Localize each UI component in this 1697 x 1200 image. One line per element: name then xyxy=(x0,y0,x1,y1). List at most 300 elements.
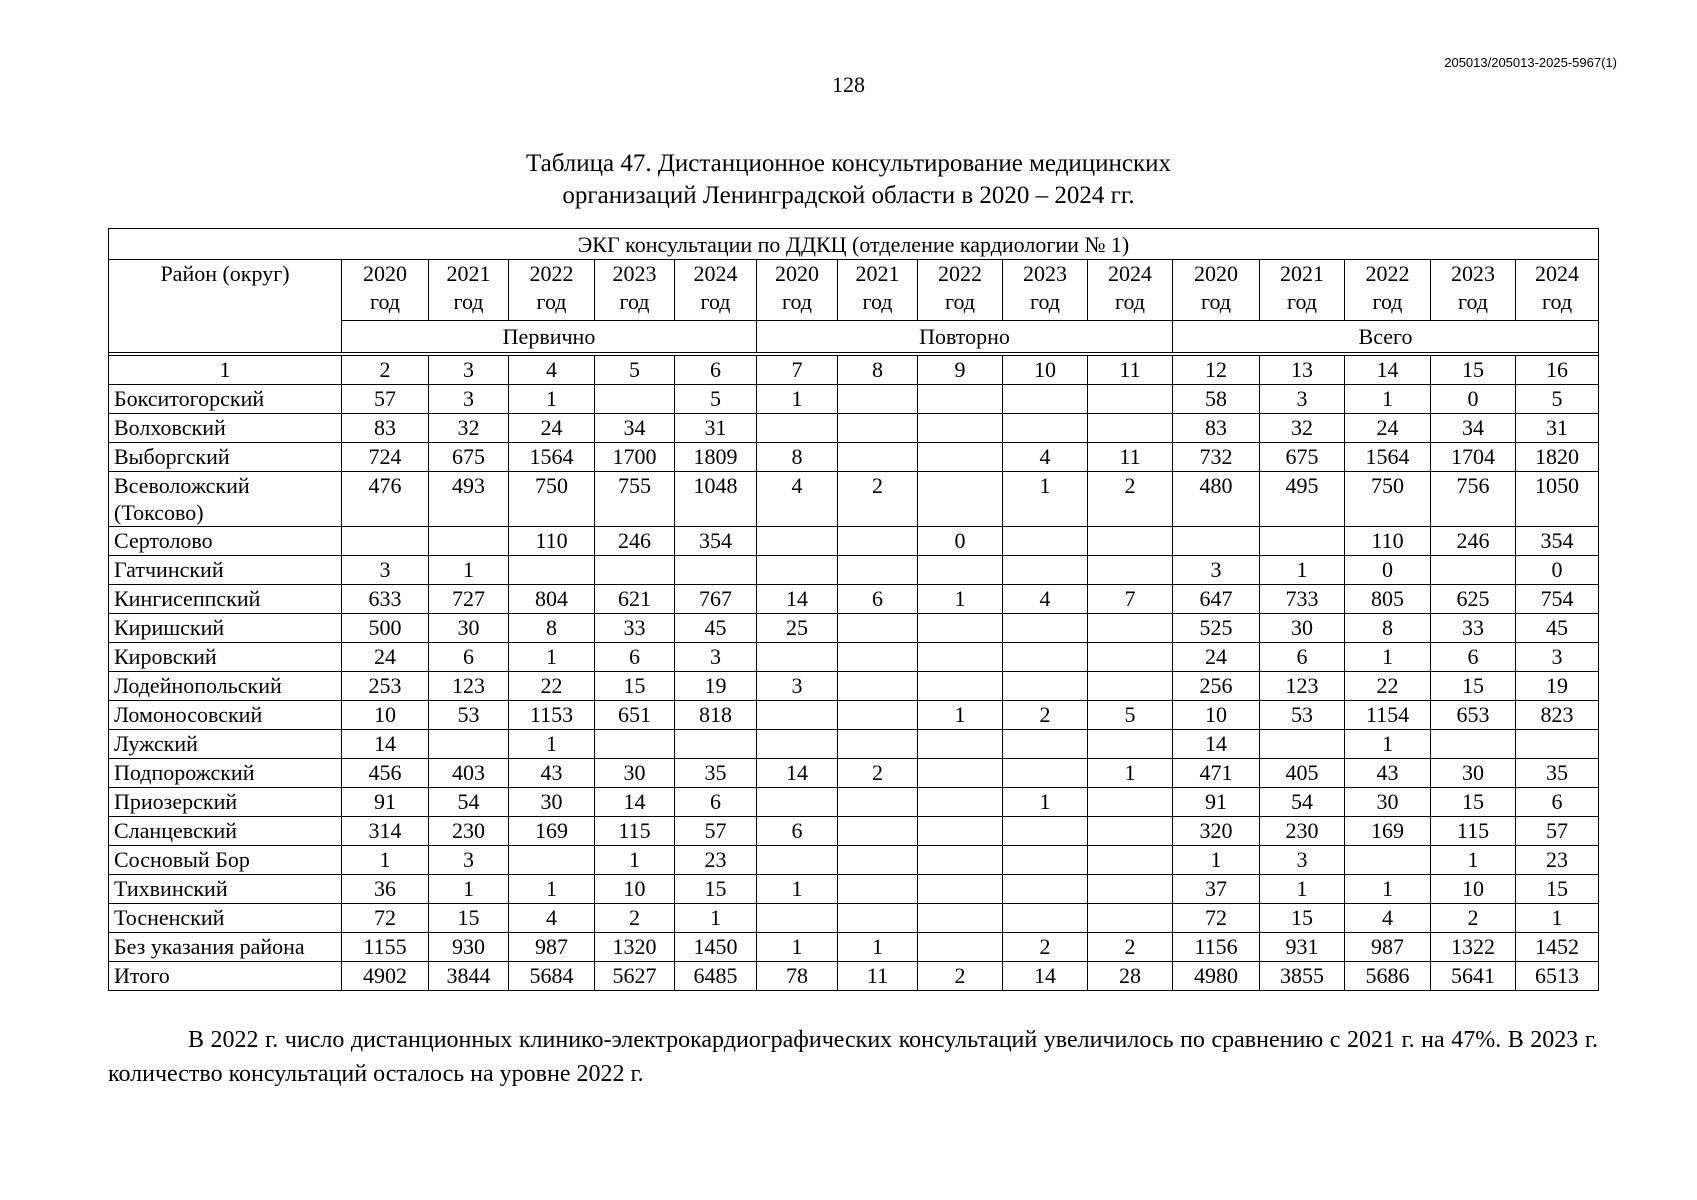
table-cell: 1 xyxy=(1003,788,1088,817)
table-cell xyxy=(838,846,918,875)
table-cell: 83 xyxy=(342,414,429,443)
table-title xyxy=(0,148,1697,212)
table-cell: 4 xyxy=(1003,585,1088,614)
table-row xyxy=(109,672,1599,701)
table-row xyxy=(109,846,1599,875)
year-header: 2023 год xyxy=(595,260,675,321)
table-cell: 1 xyxy=(1088,759,1173,788)
table-cell: 314 xyxy=(342,817,429,846)
table-cell: 1 xyxy=(1345,643,1431,672)
column-number: 10 xyxy=(1003,356,1088,385)
table-cell: 1 xyxy=(509,875,595,904)
table-cell xyxy=(838,701,918,730)
table-cell: 1 xyxy=(1345,730,1431,759)
table-cell: 2 xyxy=(1088,933,1173,962)
table-cell: 675 xyxy=(1260,443,1345,472)
table-cell: 53 xyxy=(1260,701,1345,730)
table-cell: 724 xyxy=(342,443,429,472)
table-cell xyxy=(918,788,1003,817)
table-cell: 253 xyxy=(342,672,429,701)
table-cell xyxy=(1088,414,1173,443)
table-cell: 10 xyxy=(1431,875,1516,904)
district-name: Ломоносовский xyxy=(109,701,342,730)
table-cell: 480 xyxy=(1173,472,1260,527)
table-cell: 10 xyxy=(342,701,429,730)
table-cell: 727 xyxy=(429,585,509,614)
table-cell: 804 xyxy=(509,585,595,614)
table-title-line-1: Таблица 47. Дистанционное консультирование медицинских xyxy=(525,150,1172,177)
table-cell: 3 xyxy=(675,643,757,672)
table-cell: 34 xyxy=(1431,414,1516,443)
table-cell: 6 xyxy=(1260,643,1345,672)
table-cell: 246 xyxy=(1431,527,1516,556)
table-cell: 1704 xyxy=(1431,443,1516,472)
table-cell: 1048 xyxy=(675,472,757,527)
column-number: 14 xyxy=(1345,356,1431,385)
table-cell: 1 xyxy=(1345,385,1431,414)
table-cell: 14 xyxy=(757,759,838,788)
table-cell: 14 xyxy=(757,585,838,614)
table-cell: 2 xyxy=(918,962,1003,991)
table-cell xyxy=(918,672,1003,701)
table-cell: 33 xyxy=(595,614,675,643)
year-header: 2024 год xyxy=(675,260,757,321)
table-cell xyxy=(1003,643,1088,672)
table-cell xyxy=(595,730,675,759)
table-cell: 6 xyxy=(838,585,918,614)
year-header: 2020 год xyxy=(342,260,429,321)
group-header-repeat: Повторно xyxy=(757,321,1173,353)
table-cell: 5 xyxy=(675,385,757,414)
table-cell xyxy=(1260,730,1345,759)
district-name: Подпорожский xyxy=(109,759,342,788)
table-cell: 471 xyxy=(1173,759,1260,788)
table-cell: 14 xyxy=(342,730,429,759)
table-cell: 2 xyxy=(838,759,918,788)
table-cell: 35 xyxy=(1516,759,1599,788)
table-cell xyxy=(918,556,1003,585)
table-cell: 6 xyxy=(757,817,838,846)
column-number: 6 xyxy=(675,356,757,385)
table-cell xyxy=(1003,846,1088,875)
table-cell: 32 xyxy=(429,414,509,443)
table-cell: 1809 xyxy=(675,443,757,472)
district-name: Киришский xyxy=(109,614,342,643)
table-cell: 767 xyxy=(675,585,757,614)
table-cell xyxy=(1088,614,1173,643)
table-row xyxy=(109,443,1599,472)
table-cell xyxy=(918,414,1003,443)
table-cell: 5686 xyxy=(1345,962,1431,991)
table-cell: 987 xyxy=(509,933,595,962)
table-cell: 10 xyxy=(1173,701,1260,730)
table-row xyxy=(109,730,1599,759)
table-cell: 647 xyxy=(1173,585,1260,614)
table-cell: 8 xyxy=(757,443,838,472)
table-cell xyxy=(838,443,918,472)
table-cell: 24 xyxy=(1173,643,1260,672)
table-cell: 476 xyxy=(342,472,429,527)
table-cell: 91 xyxy=(1173,788,1260,817)
table-cell: 15 xyxy=(1431,672,1516,701)
table-cell xyxy=(595,556,675,585)
column-number: 12 xyxy=(1173,356,1260,385)
table-cell xyxy=(757,730,838,759)
district-name: Сертолово xyxy=(109,527,342,556)
table-row xyxy=(109,817,1599,846)
table-cell: 1452 xyxy=(1516,933,1599,962)
table-cell xyxy=(838,643,918,672)
table-cell: 0 xyxy=(1345,556,1431,585)
table-cell xyxy=(1003,904,1088,933)
table-cell: 23 xyxy=(675,846,757,875)
column-number: 15 xyxy=(1431,356,1516,385)
table-cell: 110 xyxy=(1345,527,1431,556)
table-cell: 0 xyxy=(1516,556,1599,585)
table-cell: 405 xyxy=(1260,759,1345,788)
table-row xyxy=(109,472,1599,527)
table-cell xyxy=(838,614,918,643)
table-cell: 3 xyxy=(1516,643,1599,672)
table-cell: 6 xyxy=(595,643,675,672)
table-cell: 3 xyxy=(342,556,429,585)
table-row xyxy=(109,643,1599,672)
table-cell: 30 xyxy=(429,614,509,643)
table-cell: 6 xyxy=(675,788,757,817)
table-cell xyxy=(1003,672,1088,701)
table-cell: 2 xyxy=(1088,472,1173,527)
table-cell xyxy=(918,614,1003,643)
table-row xyxy=(109,759,1599,788)
table-cell: 755 xyxy=(595,472,675,527)
table-cell: 33 xyxy=(1431,614,1516,643)
table-cell xyxy=(1088,817,1173,846)
table-cell: 169 xyxy=(509,817,595,846)
table-cell: 500 xyxy=(342,614,429,643)
table-cell: 5 xyxy=(1088,701,1173,730)
table-cell: 24 xyxy=(1345,414,1431,443)
table-cell: 30 xyxy=(509,788,595,817)
table-cell: 1153 xyxy=(509,701,595,730)
table-cell xyxy=(918,933,1003,962)
column-number: 3 xyxy=(429,356,509,385)
district-name: Выборгский xyxy=(109,443,342,472)
table-cell: 2 xyxy=(838,472,918,527)
table-cell: 6 xyxy=(429,643,509,672)
table-cell: 4902 xyxy=(342,962,429,991)
table-cell: 14 xyxy=(1173,730,1260,759)
table-cell xyxy=(757,904,838,933)
table-cell: 1 xyxy=(757,385,838,414)
table-cell: 3 xyxy=(1260,385,1345,414)
table-cell: 1 xyxy=(429,875,509,904)
table-cell xyxy=(838,385,918,414)
table-cell: 1 xyxy=(1260,875,1345,904)
column-number: 4 xyxy=(509,356,595,385)
table-cell xyxy=(918,904,1003,933)
table-cell: 230 xyxy=(1260,817,1345,846)
table-cell: 34 xyxy=(595,414,675,443)
table-cell xyxy=(918,643,1003,672)
table-cell: 30 xyxy=(1431,759,1516,788)
table-cell: 1 xyxy=(342,846,429,875)
table-cell: 931 xyxy=(1260,933,1345,962)
table-cell: 1 xyxy=(838,933,918,962)
table-cell: 30 xyxy=(595,759,675,788)
table-cell: 53 xyxy=(429,701,509,730)
table-cell: 19 xyxy=(1516,672,1599,701)
table-cell xyxy=(918,443,1003,472)
table-cell: 123 xyxy=(1260,672,1345,701)
table-cell: 1 xyxy=(918,585,1003,614)
year-header: 2022 год xyxy=(1345,260,1431,321)
table-cell xyxy=(1003,556,1088,585)
year-header: 2023 год xyxy=(1003,260,1088,321)
table-cell: 1 xyxy=(757,875,838,904)
table-cell: 15 xyxy=(1260,904,1345,933)
table-cell: 4 xyxy=(1345,904,1431,933)
table-cell: 5627 xyxy=(595,962,675,991)
table-cell: 2 xyxy=(1431,904,1516,933)
table-cell: 110 xyxy=(509,527,595,556)
table-cell xyxy=(1088,385,1173,414)
table-cell: 1 xyxy=(1345,875,1431,904)
group-header-total: Всего xyxy=(1173,321,1599,353)
table-cell: 0 xyxy=(1431,385,1516,414)
table-cell xyxy=(918,817,1003,846)
district-name: Приозерский xyxy=(109,788,342,817)
table-cell: 2 xyxy=(595,904,675,933)
table-row xyxy=(109,788,1599,817)
table-cell xyxy=(838,904,918,933)
table-cell: 6 xyxy=(1516,788,1599,817)
table-cell xyxy=(757,527,838,556)
district-name: Тихвинский xyxy=(109,875,342,904)
table-cell: 3 xyxy=(1260,846,1345,875)
table-cell: 57 xyxy=(675,817,757,846)
table-cell xyxy=(429,730,509,759)
table-cell: 43 xyxy=(509,759,595,788)
table-cell: 823 xyxy=(1516,701,1599,730)
table-cell xyxy=(757,643,838,672)
table-cell: 1155 xyxy=(342,933,429,962)
table-cell: 11 xyxy=(1088,443,1173,472)
year-header: 2020 год xyxy=(757,260,838,321)
table-row xyxy=(109,585,1599,614)
table-cell xyxy=(838,730,918,759)
table-cell: 72 xyxy=(342,904,429,933)
table-cell: 320 xyxy=(1173,817,1260,846)
table-cell: 675 xyxy=(429,443,509,472)
table-cell: 1 xyxy=(429,556,509,585)
table-cell: 1 xyxy=(595,846,675,875)
district-name: Тосненский xyxy=(109,904,342,933)
table-cell: 256 xyxy=(1173,672,1260,701)
table-row xyxy=(109,701,1599,730)
table-cell: 750 xyxy=(1345,472,1431,527)
table-cell: 1 xyxy=(675,904,757,933)
table-row xyxy=(109,414,1599,443)
table-cell: 230 xyxy=(429,817,509,846)
table-cell: 1154 xyxy=(1345,701,1431,730)
year-header: 2020 год xyxy=(1173,260,1260,321)
table-cell xyxy=(1003,759,1088,788)
table-cell: 24 xyxy=(509,414,595,443)
table-cell: 57 xyxy=(1516,817,1599,846)
table-cell xyxy=(757,701,838,730)
table-cell: 493 xyxy=(429,472,509,527)
year-header: 2021 год xyxy=(838,260,918,321)
table-cell xyxy=(1088,556,1173,585)
table-cell: 5684 xyxy=(509,962,595,991)
table-cell: 5641 xyxy=(1431,962,1516,991)
table-row xyxy=(109,556,1599,585)
table-cell: 403 xyxy=(429,759,509,788)
table-cell: 54 xyxy=(429,788,509,817)
table-cell: 11 xyxy=(838,962,918,991)
column-number: 5 xyxy=(595,356,675,385)
year-header: 2024 год xyxy=(1516,260,1599,321)
table-cell xyxy=(1516,730,1599,759)
table-cell xyxy=(1003,385,1088,414)
group-header-primary: Первично xyxy=(342,321,757,353)
table-cell xyxy=(838,414,918,443)
table-cell: 24 xyxy=(342,643,429,672)
column-number: 2 xyxy=(342,356,429,385)
table-cell xyxy=(1003,614,1088,643)
table-cell: 32 xyxy=(1260,414,1345,443)
table-cell: 4 xyxy=(757,472,838,527)
table-cell: 31 xyxy=(1516,414,1599,443)
year-header: 2023 год xyxy=(1431,260,1516,321)
table-cell xyxy=(838,672,918,701)
year-header: 2022 год xyxy=(509,260,595,321)
table-cell xyxy=(509,846,595,875)
table-cell: 31 xyxy=(675,414,757,443)
district-name: Волховский xyxy=(109,414,342,443)
table-cell: 78 xyxy=(757,962,838,991)
table-cell: 30 xyxy=(1345,788,1431,817)
body-paragraph: В 2022 г. число дистанционных клинико-электрокардиографических консультаций увеличилось по сравнению с 2021 г. на 47%. В 2023 г. количество консультаций осталось на уровне 2022 г. xyxy=(108,1027,1598,1087)
table-cell: 54 xyxy=(1260,788,1345,817)
table-cell: 115 xyxy=(595,817,675,846)
table-cell xyxy=(757,846,838,875)
table-cell: 30 xyxy=(1260,614,1345,643)
district-name: Сосновый Бор xyxy=(109,846,342,875)
table-cell: 1450 xyxy=(675,933,757,962)
table-cell: 495 xyxy=(1260,472,1345,527)
table-cell: 805 xyxy=(1345,585,1431,614)
table-cell xyxy=(918,846,1003,875)
column-number: 11 xyxy=(1088,356,1173,385)
table-cell xyxy=(1088,904,1173,933)
table-cell: 754 xyxy=(1516,585,1599,614)
table-title-line-2: организаций Ленинградской области в 2020 – 2024 гг. xyxy=(562,182,1135,209)
table-cell: 91 xyxy=(342,788,429,817)
table-cell: 818 xyxy=(675,701,757,730)
table-cell: 115 xyxy=(1431,817,1516,846)
table-cell xyxy=(675,556,757,585)
table-cell: 750 xyxy=(509,472,595,527)
table-cell: 58 xyxy=(1173,385,1260,414)
table-cell: 3855 xyxy=(1260,962,1345,991)
district-name: Лодейнопольский xyxy=(109,672,342,701)
column-number: 8 xyxy=(838,356,918,385)
table-cell: 36 xyxy=(342,875,429,904)
table-cell: 4 xyxy=(509,904,595,933)
table-row xyxy=(109,875,1599,904)
table-cell xyxy=(918,472,1003,527)
table-cell xyxy=(429,527,509,556)
table-cell xyxy=(1088,527,1173,556)
table-cell: 15 xyxy=(595,672,675,701)
year-header: 2021 год xyxy=(429,260,509,321)
table-cell: 15 xyxy=(1516,875,1599,904)
table-cell: 57 xyxy=(342,385,429,414)
table-cell xyxy=(1088,730,1173,759)
table-cell: 930 xyxy=(429,933,509,962)
table-cell: 3 xyxy=(429,846,509,875)
page-number: 128 xyxy=(832,72,865,97)
table-cell xyxy=(1431,730,1516,759)
table-cell: 1564 xyxy=(1345,443,1431,472)
district-name: Кингисеппский xyxy=(109,585,342,614)
table-cell: 621 xyxy=(595,585,675,614)
table-cell xyxy=(757,414,838,443)
district-name: Гатчинский xyxy=(109,556,342,585)
table-cell: 653 xyxy=(1431,701,1516,730)
table-cell xyxy=(838,556,918,585)
table-cell: 987 xyxy=(1345,933,1431,962)
table-cell: 72 xyxy=(1173,904,1260,933)
table-cell xyxy=(1088,643,1173,672)
section-header: ЭКГ консультации по ДДКЦ (отделение кардиологии № 1) xyxy=(109,229,1599,260)
table-row xyxy=(109,527,1599,556)
table-cell: 1 xyxy=(1516,904,1599,933)
table-cell: 28 xyxy=(1088,962,1173,991)
table-cell: 5 xyxy=(1516,385,1599,414)
table-cell xyxy=(342,527,429,556)
table-cell: 1 xyxy=(1173,846,1260,875)
table-cell: 1 xyxy=(509,730,595,759)
table-cell: 4 xyxy=(1003,443,1088,472)
district-name: Кировский xyxy=(109,643,342,672)
consultation-table xyxy=(108,228,1599,991)
table-cell xyxy=(1003,730,1088,759)
table-cell xyxy=(757,788,838,817)
table-cell: 1050 xyxy=(1516,472,1599,527)
table-cell: 2 xyxy=(1003,933,1088,962)
table-row xyxy=(109,614,1599,643)
district-name: Без указания района xyxy=(109,933,342,962)
table-cell: 7 xyxy=(1088,585,1173,614)
table-cell: 8 xyxy=(509,614,595,643)
table-row xyxy=(109,904,1599,933)
table-cell: 15 xyxy=(429,904,509,933)
table-cell: 22 xyxy=(509,672,595,701)
table-cell: 6485 xyxy=(675,962,757,991)
table-cell: 1820 xyxy=(1516,443,1599,472)
table-cell: 3844 xyxy=(429,962,509,991)
table-cell: 1 xyxy=(1003,472,1088,527)
table-cell: 246 xyxy=(595,527,675,556)
document-id: 205013/205013-2025-5967(1) xyxy=(1444,55,1617,70)
table-cell: 732 xyxy=(1173,443,1260,472)
table-cell: 14 xyxy=(1003,962,1088,991)
table-cell xyxy=(1345,846,1431,875)
table-cell xyxy=(595,385,675,414)
table-cell: 625 xyxy=(1431,585,1516,614)
